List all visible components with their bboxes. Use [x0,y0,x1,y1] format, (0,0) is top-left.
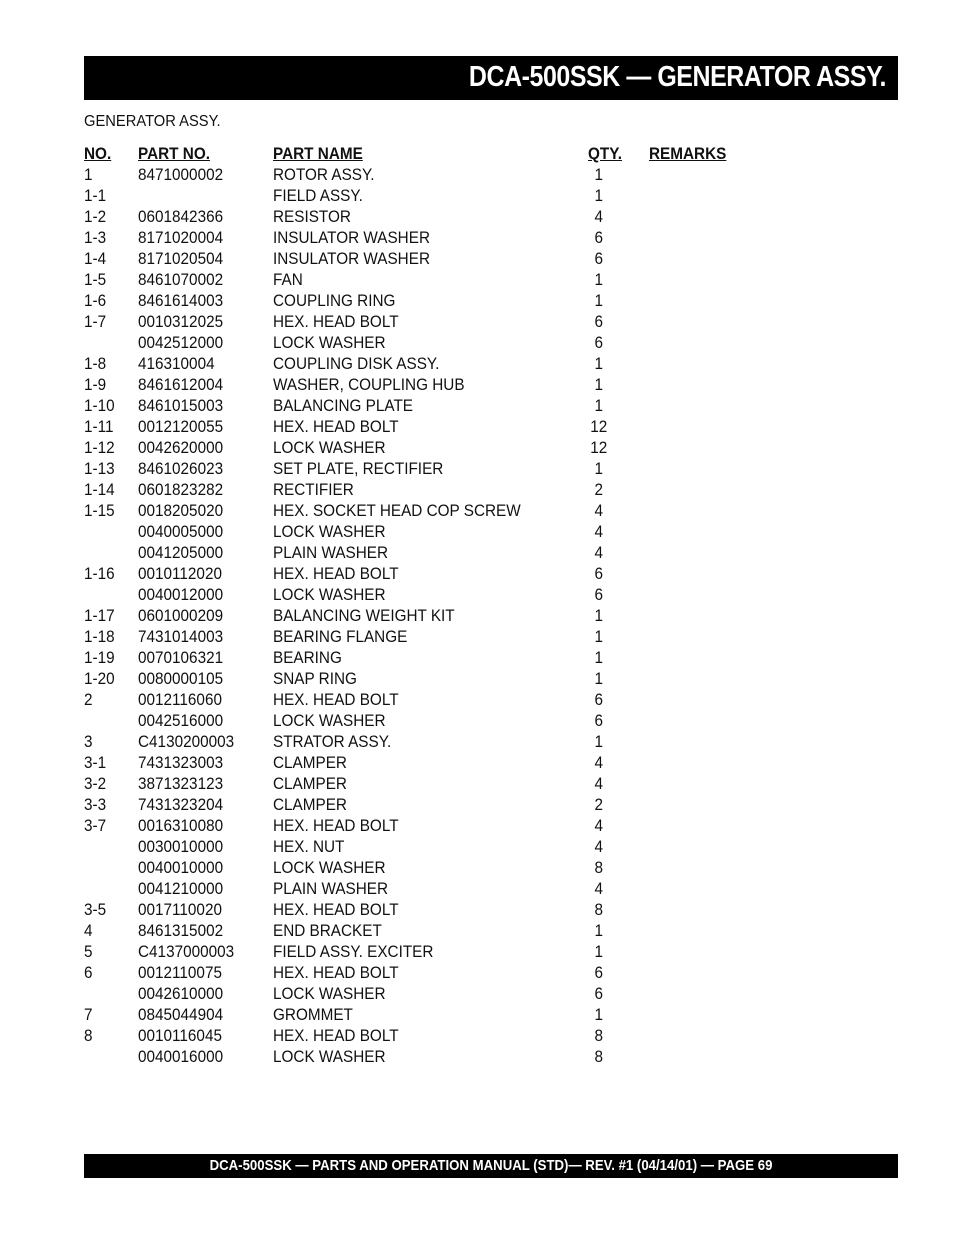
cell-part-no: 0018205020 [138,501,224,520]
cell-part-name: HEX. NUT [273,837,345,856]
cell-part-name: COUPLING DISK ASSY. [273,354,440,373]
cell-no: 1-15 [84,501,115,520]
cell-no: 3 [84,732,93,751]
table-row [84,773,784,794]
cell-qty: 1 [594,354,604,373]
table-row [84,731,784,752]
table-row [84,836,784,857]
cell-part-name: GROMMET [273,1005,353,1024]
table-header-row [84,143,784,164]
footer-text: DCA-500SSK — PARTS AND OPERATION MANUAL (STD)— REV. #1 (04/14/01) — PAGE 69 [209,1157,773,1174]
table-row [84,500,784,521]
cell-qty: 8 [594,1047,604,1066]
cell-part-name: HEX. HEAD BOLT [273,312,399,331]
column-header-no: NO. [84,144,112,163]
cell-part-name: FIELD ASSY. EXCITER [273,942,434,961]
cell-no: 1-19 [84,648,115,667]
cell-no: 1-20 [84,669,115,688]
cell-qty: 2 [594,480,604,499]
cell-part-name: BALANCING PLATE [273,396,414,415]
cell-part-no: 0601823282 [138,480,224,499]
cell-part-no: 0016310080 [138,816,224,835]
cell-part-name: INSULATOR WASHER [273,249,430,268]
table-row [84,962,784,983]
page-footer-bar [84,1154,898,1178]
cell-part-no: 0012110075 [138,963,222,982]
column-header-remarks: REMARKS [649,144,727,163]
cell-part-no: 0041205000 [138,543,224,562]
cell-part-no: 0040005000 [138,522,224,541]
cell-qty: 1 [594,648,604,667]
cell-no: 3-3 [84,795,107,814]
cell-no: 1-5 [84,270,107,289]
table-row [84,416,784,437]
cell-part-name: ROTOR ASSY. [273,165,375,184]
cell-qty: 4 [594,522,604,541]
cell-part-no: 7431323204 [138,795,224,814]
cell-part-no: 0010312025 [138,312,224,331]
cell-no: 2 [84,690,93,709]
cell-part-name: LOCK WASHER [273,585,386,604]
cell-part-name: HEX. HEAD BOLT [273,690,399,709]
table-row [84,710,784,731]
cell-qty: 4 [594,753,604,772]
cell-qty: 6 [594,984,604,1003]
cell-part-name: SNAP RING [273,669,357,688]
cell-no: 1-4 [84,249,107,268]
cell-no: 1-7 [84,312,107,331]
page-title: DCA-500SSK — GENERATOR ASSY. [468,61,886,93]
cell-part-name: WASHER, COUPLING HUB [273,375,465,394]
cell-part-name: CLAMPER [273,753,347,772]
cell-qty: 1 [594,459,604,478]
table-row [84,1025,784,1046]
cell-part-name: STRATOR ASSY. [273,732,392,751]
cell-part-name: END BRACKET [273,921,382,940]
cell-no: 1-10 [84,396,115,415]
cell-part-no: 0042620000 [138,438,224,457]
cell-qty: 1 [594,1005,604,1024]
cell-qty: 6 [594,228,604,247]
cell-part-name: RESISTOR [273,207,351,226]
cell-qty: 1 [594,921,604,940]
table-row [84,227,784,248]
cell-no: 8 [84,1026,93,1045]
table-row [84,311,784,332]
cell-no: 1-6 [84,291,107,310]
cell-part-name: FAN [273,270,303,289]
cell-qty: 4 [594,774,604,793]
cell-no: 1-17 [84,606,115,625]
cell-part-name: BEARING [273,648,342,667]
cell-qty: 12 [590,417,608,436]
cell-qty: 6 [594,564,604,583]
cell-part-no: 0040010000 [138,858,224,877]
cell-qty: 8 [594,1026,604,1045]
cell-part-name: HEX. HEAD BOLT [273,417,399,436]
cell-no: 1 [84,165,93,184]
cell-part-no: C4130200003 [138,732,235,751]
cell-part-no: 0080000105 [138,669,224,688]
table-row [84,563,784,584]
table-row [84,269,784,290]
cell-part-name: HEX. SOCKET HEAD COP SCREW [273,501,521,520]
cell-part-no: 0040012000 [138,585,224,604]
cell-qty: 6 [594,249,604,268]
column-header-part-name: PART NAME [273,144,363,163]
cell-no: 1-18 [84,627,115,646]
table-row [84,479,784,500]
cell-part-no: 0040016000 [138,1047,224,1066]
cell-part-no: 7431323003 [138,753,224,772]
table-row [84,542,784,563]
cell-part-no: 0017110020 [138,900,222,919]
cell-part-name: LOCK WASHER [273,858,386,877]
cell-part-name: HEX. HEAD BOLT [273,564,399,583]
cell-no: 7 [84,1005,93,1024]
cell-qty: 2 [594,795,604,814]
cell-qty: 4 [594,543,604,562]
cell-no: 3-5 [84,900,107,919]
cell-no: 1-12 [84,438,115,457]
cell-part-no: C4137000003 [138,942,235,961]
cell-part-no: 416310004 [138,354,215,373]
table-row [84,353,784,374]
cell-qty: 6 [594,963,604,982]
cell-part-name: PLAIN WASHER [273,879,389,898]
table-row [84,395,784,416]
cell-part-name: CLAMPER [273,795,347,814]
table-row [84,290,784,311]
column-header-qty: QTY. [588,144,623,163]
cell-part-no: 8461614003 [138,291,224,310]
cell-part-no: 8171020004 [138,228,224,247]
cell-part-no: 0041210000 [138,879,224,898]
cell-part-no: 8461315002 [138,921,224,940]
cell-part-no: 7431014003 [138,627,224,646]
cell-part-no: 0042516000 [138,711,224,730]
cell-part-name: LOCK WASHER [273,984,386,1003]
cell-no: 3-7 [84,816,107,835]
cell-no: 1-3 [84,228,107,247]
cell-qty: 1 [594,270,604,289]
cell-part-name: INSULATOR WASHER [273,228,430,247]
cell-qty: 1 [594,732,604,751]
table-row [84,878,784,899]
cell-qty: 6 [594,585,604,604]
cell-part-name: LOCK WASHER [273,522,386,541]
cell-part-no: 0070106321 [138,648,224,667]
cell-qty: 1 [594,375,604,394]
cell-part-no: 8171020504 [138,249,224,268]
table-row [84,248,784,269]
table-row [84,899,784,920]
cell-part-no: 0010112020 [138,564,222,583]
cell-part-no: 3871323123 [138,774,224,793]
cell-part-no: 0012116060 [138,690,222,709]
parts-table [84,143,784,1067]
table-row [84,584,784,605]
cell-part-name: PLAIN WASHER [273,543,389,562]
cell-qty: 12 [590,438,608,457]
cell-qty: 4 [594,816,604,835]
cell-no: 1-11 [84,417,114,436]
cell-no: 1-9 [84,375,107,394]
table-row [84,1004,784,1025]
cell-no: 1-14 [84,480,115,499]
cell-no: 1-2 [84,207,107,226]
cell-part-name: HEX. HEAD BOLT [273,1026,399,1045]
table-row [84,521,784,542]
cell-part-no: 0010116045 [138,1026,222,1045]
cell-part-name: RECTIFIER [273,480,354,499]
cell-part-no: 8461070002 [138,270,224,289]
cell-qty: 1 [594,942,604,961]
cell-part-no: 0030010000 [138,837,224,856]
cell-qty: 4 [594,207,604,226]
table-body [84,164,784,1067]
cell-qty: 4 [594,879,604,898]
cell-part-name: LOCK WASHER [273,711,386,730]
table-row [84,605,784,626]
cell-part-name: HEX. HEAD BOLT [273,963,399,982]
cell-part-no: 0012120055 [138,417,224,436]
section-title: GENERATOR ASSY. [84,113,221,130]
cell-part-name: HEX. HEAD BOLT [273,900,399,919]
cell-part-name: HEX. HEAD BOLT [273,816,399,835]
cell-part-name: LOCK WASHER [273,333,386,352]
column-header-part-no: PART NO. [138,144,210,163]
table-row [84,332,784,353]
cell-no: 1-13 [84,459,115,478]
cell-part-no: 0601000209 [138,606,224,625]
cell-no: 5 [84,942,93,961]
table-row [84,1046,784,1067]
table-row [84,857,784,878]
cell-qty: 6 [594,711,604,730]
cell-part-no: 0042512000 [138,333,224,352]
cell-qty: 4 [594,501,604,520]
table-row [84,983,784,1004]
cell-qty: 6 [594,333,604,352]
cell-part-no: 0845044904 [138,1005,224,1024]
cell-qty: 1 [594,396,604,415]
table-row [84,689,784,710]
table-row [84,794,784,815]
cell-qty: 1 [594,186,604,205]
table-row [84,920,784,941]
table-row [84,206,784,227]
table-row [84,626,784,647]
cell-qty: 1 [594,291,604,310]
table-row [84,185,784,206]
cell-part-no: 8471000002 [138,165,224,184]
cell-part-no: 8461026023 [138,459,224,478]
cell-qty: 1 [594,627,604,646]
cell-qty: 1 [594,669,604,688]
cell-qty: 1 [594,165,604,184]
cell-part-no: 0042610000 [138,984,224,1003]
cell-no: 6 [84,963,93,982]
table-row [84,815,784,836]
cell-part-name: COUPLING RING [273,291,396,310]
cell-qty: 6 [594,312,604,331]
table-row [84,668,784,689]
cell-part-name: BALANCING WEIGHT KIT [273,606,455,625]
table-row [84,437,784,458]
table-row [84,941,784,962]
cell-qty: 8 [594,858,604,877]
cell-qty: 4 [594,837,604,856]
cell-no: 4 [84,921,93,940]
cell-part-name: LOCK WASHER [273,1047,386,1066]
cell-no: 3-2 [84,774,107,793]
table-row [84,374,784,395]
cell-part-no: 8461015003 [138,396,224,415]
cell-qty: 8 [594,900,604,919]
cell-part-name: BEARING FLANGE [273,627,408,646]
cell-qty: 1 [594,606,604,625]
table-row [84,752,784,773]
cell-qty: 6 [594,690,604,709]
cell-part-no: 8461612004 [138,375,224,394]
table-row [84,164,784,185]
cell-no: 1-16 [84,564,115,583]
cell-part-name: FIELD ASSY. [273,186,363,205]
cell-part-name: LOCK WASHER [273,438,386,457]
cell-no: 1-1 [84,186,107,205]
page-header-bar [84,56,898,100]
cell-part-no: 0601842366 [138,207,224,226]
table-row [84,458,784,479]
cell-part-name: SET PLATE, RECTIFIER [273,459,444,478]
cell-part-name: CLAMPER [273,774,347,793]
table-row [84,647,784,668]
cell-no: 1-8 [84,354,107,373]
cell-no: 3-1 [84,753,107,772]
